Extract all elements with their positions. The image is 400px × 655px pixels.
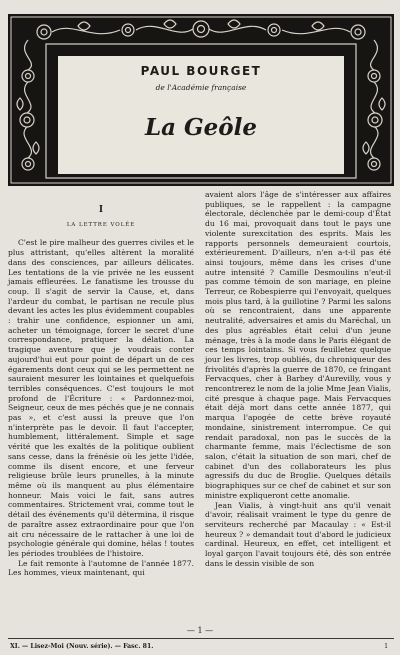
story-title: La Geôle [144, 114, 258, 141]
title-panel [58, 56, 344, 174]
chapter-number: I [98, 205, 104, 215]
paragraph: avaient alors l'âge de s'intéresser aux affaires publiques, se le rappellent : la campagne électorale, déclenchée par le demi-coup d'État du 16 mai, provoquait dans tout le pays une violente surexcitation des esprits. Mais les rapports personnels demeuraient courtois, extérieurement. D'ailleurs, n'en a-t-il pas été ainsi toujours, même dans les crises d'une autre intensité ? Camille Desmoulins n'eut-il pas comme témoin de son mariage, en pleine Terreur, ce Robespierre qui l'envoyait, quelques mois plus tard, à la guillotine ? Parmi les salons où se rencontraient, dans une apparente neutralité, adversaires et amis du Maréchal, un des plus agréables était celui d'un jeune ménage, très à la mode dans le Paris élégant de ces temps lointains. Si vous feuilletez quelque jour les livres, trop oubliés, du chroniqueur des frivolités d'après la guerre de 1870, ce fringant Fervacques, cher à Barbey d'Aurevilly, vous y rencontrerez le nom de la jolie Mme Jean Vialis, cité presque à chaque page. Mais Fervacques était déjà mort dans cette année 1877, qui marqua l'apogée de cette brève royauté mondaine, sinistrement interrompue. Ce qui rendait paradoxal, non pas le succès de la charmante femme, mais l'éclectisme de son salon, c'était la situation de son mari, chef de cabinet d'un des collaborateurs les plus agressifs du duc de Broglie. Quelques détails biographiques sur ce chef de cabinet et sur son ministre expliqueront cette anomalie. [205, 190, 391, 500]
signature-mark: 1 [384, 643, 388, 650]
chapter-title: LA LETTRE VOLÉE [66, 221, 136, 228]
paragraph: Le fait remonte à l'automne de l'année 1877. Les hommes, vieux maintenant, qui [8, 558, 194, 578]
footer-divider [8, 638, 394, 639]
paragraph: Jean Vialis, à vingt-huit ans qu'il venait d'avoir, réalisait vraiment le type du genre de serviteurs recherché par Macaulay : « Est-il heureux ? » demandait tout d'abord le judicieux cardinal. Heureux, en effet, cet intelligent et loyal garçon l'avait toujours été, dès son entrée dans le dessin visible de son [205, 500, 391, 568]
text-column-left [8, 206, 194, 578]
page-number: — 1 — [186, 626, 214, 635]
author-name: PAUL BOURGET [140, 64, 262, 78]
text-column-right [205, 190, 391, 568]
paragraph: C'est le pire malheur des guerres civiles et le plus attristant, qu'elles altèrent la moralité dans des consciences, par ailleurs délicates. Les tentations de la vie privée ne les eussent jamais effleurées. Le fanatisme les trousse du coup. Il s'agit de servir la Cause, et, dans l'ardeur du combat, le partisan ne recule plus devant les actes les plus évidemment coupables : trahir une confidence, espionner un ami, acheter un témoignage, forcer le secret d'une correspondance, pratiquer la délation. La tragique aventure que je voudrais conter aujourd'hui eut pour point de départ un de ces égarements dont ceux qui se les permettent ne sauraient mesurer les lointaines et quelquefois terribles conséquences. C'est toujours le mot profond de l'Écriture : « Pardonnez-moi, Seigneur, ceux de mes péchés que je ne connais pas », et c'est aussi la preuve que l'on n'interprète pas le devoir. Il faut l'accepter, humblement, littéralement. Simple et sage vérité que les exaltés de la politique oublient sans cesse, dans la frénésie où les jette l'idée, comme ils disent encore, et une ferveur religieuse brûle leurs prunelles, à la minute même où ils manquent au plus élémentaire honneur. Mais voici le fait, sans autres commentaires. Strictement vrai, comme tout le détail des événements qu'il détermina, il risque de paraître assez extraordinaire pour que l'on ait cru nécessaire de le rattacher à une loi de psychologie générale qui domine, hélas ! toutes les périodes troublées de l'histoire. [8, 238, 194, 558]
author-affiliation: de l'Académie française [155, 83, 247, 92]
issue-line: XI. — Lisez-Moi (Nouv. série). — Fasc. 81. [10, 643, 154, 650]
decorative-header-frame [8, 14, 394, 186]
